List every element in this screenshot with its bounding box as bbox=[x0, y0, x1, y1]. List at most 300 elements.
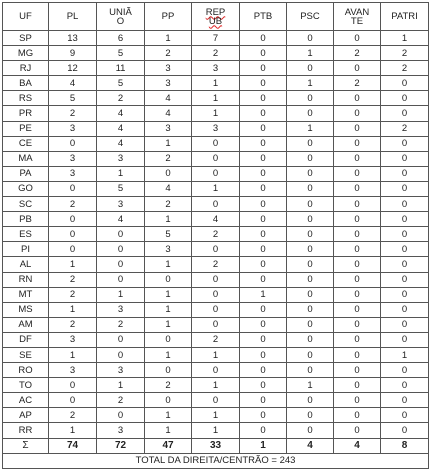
value-cell: 0 bbox=[334, 61, 381, 76]
value-cell: 0 bbox=[381, 212, 429, 227]
value-cell: 1 bbox=[381, 347, 429, 362]
value-cell: 0 bbox=[334, 272, 381, 287]
value-cell: 1 bbox=[145, 287, 192, 302]
value-cell: 0 bbox=[240, 61, 287, 76]
value-cell: 4 bbox=[145, 91, 192, 106]
value-cell: 1 bbox=[145, 317, 192, 332]
table-row bbox=[3, 46, 429, 61]
value-cell: 3 bbox=[97, 363, 145, 378]
state-cell: SE bbox=[3, 347, 49, 362]
value-cell: 0 bbox=[334, 91, 381, 106]
value-cell: 1 bbox=[97, 287, 145, 302]
value-cell: 0 bbox=[240, 257, 287, 272]
state-cell: DF bbox=[3, 332, 49, 347]
value-cell: 0 bbox=[240, 363, 287, 378]
value-cell: 9 bbox=[49, 46, 97, 61]
value-cell: 0 bbox=[240, 242, 287, 257]
value-cell: 2 bbox=[49, 272, 97, 287]
value-cell: 2 bbox=[381, 121, 429, 136]
value-cell: 0 bbox=[287, 91, 334, 106]
value-cell: 0 bbox=[287, 181, 334, 196]
sum-cell: 1 bbox=[240, 438, 287, 453]
header-cell bbox=[240, 3, 287, 31]
value-cell: 1 bbox=[192, 91, 240, 106]
value-cell: 0 bbox=[334, 332, 381, 347]
grand-total-text: TOTAL DA DIREITA/CENTRÃO = 243 bbox=[3, 453, 429, 468]
value-cell: 0 bbox=[334, 197, 381, 212]
table-row bbox=[3, 181, 429, 196]
sum-cell: 74 bbox=[49, 438, 97, 453]
header-label: PP bbox=[161, 11, 175, 22]
value-cell: 1 bbox=[240, 287, 287, 302]
state-cell: RN bbox=[3, 272, 49, 287]
value-cell: 7 bbox=[192, 31, 240, 46]
header-label: PSC bbox=[300, 11, 320, 22]
grand-total-row bbox=[3, 453, 429, 468]
header-label: UF bbox=[19, 11, 32, 22]
value-cell: 0 bbox=[334, 106, 381, 121]
state-cell: TO bbox=[3, 378, 49, 393]
value-cell: 0 bbox=[97, 332, 145, 347]
value-cell: 0 bbox=[240, 197, 287, 212]
value-cell: 0 bbox=[49, 378, 97, 393]
sum-cell: 4 bbox=[334, 438, 381, 453]
sum-cell: 47 bbox=[145, 438, 192, 453]
table-row bbox=[3, 393, 429, 408]
state-cell: AM bbox=[3, 317, 49, 332]
value-cell: 0 bbox=[381, 181, 429, 196]
value-cell: 0 bbox=[240, 121, 287, 136]
value-cell: 3 bbox=[49, 332, 97, 347]
value-cell: 0 bbox=[287, 166, 334, 181]
value-cell: 0 bbox=[334, 378, 381, 393]
value-cell: 5 bbox=[49, 91, 97, 106]
state-cell: PA bbox=[3, 166, 49, 181]
value-cell: 2 bbox=[49, 317, 97, 332]
state-cell: RO bbox=[3, 363, 49, 378]
value-cell: 0 bbox=[381, 136, 429, 151]
value-cell: 0 bbox=[49, 136, 97, 151]
value-cell: 0 bbox=[334, 302, 381, 317]
table-row bbox=[3, 378, 429, 393]
value-cell: 0 bbox=[287, 197, 334, 212]
table-row bbox=[3, 227, 429, 242]
table-row bbox=[3, 197, 429, 212]
table-row bbox=[3, 242, 429, 257]
value-cell: 0 bbox=[334, 181, 381, 196]
value-cell: 5 bbox=[97, 181, 145, 196]
value-cell: 0 bbox=[192, 197, 240, 212]
value-cell: 2 bbox=[381, 61, 429, 76]
value-cell: 0 bbox=[240, 31, 287, 46]
value-cell: 0 bbox=[240, 378, 287, 393]
value-cell: 3 bbox=[97, 423, 145, 438]
value-cell: 1 bbox=[192, 106, 240, 121]
value-cell: 0 bbox=[381, 242, 429, 257]
state-cell: PE bbox=[3, 121, 49, 136]
value-cell: 0 bbox=[287, 227, 334, 242]
value-cell: 0 bbox=[240, 106, 287, 121]
value-cell: 0 bbox=[334, 393, 381, 408]
value-cell: 0 bbox=[334, 257, 381, 272]
value-cell: 0 bbox=[287, 136, 334, 151]
value-cell: 0 bbox=[192, 166, 240, 181]
value-cell: 0 bbox=[192, 242, 240, 257]
value-cell: 0 bbox=[287, 302, 334, 317]
value-cell: 0 bbox=[240, 393, 287, 408]
value-cell: 0 bbox=[287, 272, 334, 287]
value-cell: 2 bbox=[145, 151, 192, 166]
value-cell: 1 bbox=[145, 408, 192, 423]
value-cell: 1 bbox=[97, 378, 145, 393]
value-cell: 1 bbox=[192, 181, 240, 196]
value-cell: 1 bbox=[145, 31, 192, 46]
state-cell: GO bbox=[3, 181, 49, 196]
state-cell: SC bbox=[3, 197, 49, 212]
value-cell: 0 bbox=[381, 166, 429, 181]
value-cell: 11 bbox=[97, 61, 145, 76]
sum-cell: 72 bbox=[97, 438, 145, 453]
value-cell: 3 bbox=[97, 197, 145, 212]
header-cell bbox=[192, 3, 240, 31]
value-cell: 0 bbox=[381, 197, 429, 212]
value-cell: 3 bbox=[49, 363, 97, 378]
table-row bbox=[3, 106, 429, 121]
value-cell: 0 bbox=[287, 151, 334, 166]
value-cell: 0 bbox=[145, 363, 192, 378]
value-cell: 0 bbox=[97, 242, 145, 257]
value-cell: 0 bbox=[49, 212, 97, 227]
value-cell: 0 bbox=[145, 393, 192, 408]
value-cell: 0 bbox=[381, 363, 429, 378]
value-cell: 0 bbox=[192, 302, 240, 317]
state-cell: MS bbox=[3, 302, 49, 317]
header-label: PATRI bbox=[391, 11, 418, 22]
value-cell: 4 bbox=[192, 212, 240, 227]
value-cell: 1 bbox=[49, 347, 97, 362]
value-cell: 2 bbox=[145, 46, 192, 61]
value-cell: 5 bbox=[97, 46, 145, 61]
sum-cell: 4 bbox=[287, 438, 334, 453]
value-cell: 2 bbox=[97, 393, 145, 408]
value-cell: 1 bbox=[145, 302, 192, 317]
value-cell: 0 bbox=[334, 31, 381, 46]
value-cell: 0 bbox=[334, 423, 381, 438]
value-cell: 4 bbox=[97, 106, 145, 121]
value-cell: 12 bbox=[49, 61, 97, 76]
value-cell: 0 bbox=[381, 423, 429, 438]
value-cell: 2 bbox=[49, 408, 97, 423]
state-cell: PB bbox=[3, 212, 49, 227]
value-cell: 0 bbox=[334, 363, 381, 378]
value-cell: 3 bbox=[49, 121, 97, 136]
header-cell bbox=[145, 3, 192, 31]
value-cell: 0 bbox=[287, 363, 334, 378]
value-cell: 6 bbox=[97, 31, 145, 46]
header-label: UNIÃO bbox=[109, 6, 132, 27]
table-row bbox=[3, 91, 429, 106]
value-cell: 0 bbox=[240, 227, 287, 242]
value-cell: 0 bbox=[287, 408, 334, 423]
value-cell: 0 bbox=[287, 61, 334, 76]
value-cell: 0 bbox=[287, 423, 334, 438]
value-cell: 0 bbox=[287, 257, 334, 272]
value-cell: 0 bbox=[334, 242, 381, 257]
value-cell: 2 bbox=[97, 91, 145, 106]
table-row bbox=[3, 76, 429, 91]
value-cell: 2 bbox=[334, 76, 381, 91]
value-cell: 4 bbox=[145, 106, 192, 121]
table-row bbox=[3, 166, 429, 181]
value-cell: 2 bbox=[192, 46, 240, 61]
value-cell: 0 bbox=[334, 317, 381, 332]
value-cell: 4 bbox=[97, 212, 145, 227]
header-cell bbox=[3, 3, 49, 31]
value-cell: 0 bbox=[240, 317, 287, 332]
header-cell bbox=[334, 3, 381, 31]
table-row bbox=[3, 408, 429, 423]
value-cell: 0 bbox=[240, 166, 287, 181]
value-cell: 2 bbox=[145, 197, 192, 212]
table-row bbox=[3, 136, 429, 151]
value-cell: 1 bbox=[145, 136, 192, 151]
header-row bbox=[3, 3, 429, 31]
value-cell: 0 bbox=[334, 166, 381, 181]
value-cell: 0 bbox=[381, 227, 429, 242]
value-cell: 4 bbox=[49, 76, 97, 91]
value-cell: 0 bbox=[381, 317, 429, 332]
value-cell: 3 bbox=[145, 242, 192, 257]
value-cell: 0 bbox=[334, 408, 381, 423]
value-cell: 13 bbox=[49, 31, 97, 46]
state-cell: AC bbox=[3, 393, 49, 408]
table-row bbox=[3, 302, 429, 317]
value-cell: 4 bbox=[97, 136, 145, 151]
value-cell: 0 bbox=[192, 272, 240, 287]
table-row bbox=[3, 31, 429, 46]
value-cell: 0 bbox=[334, 227, 381, 242]
state-cell: RJ bbox=[3, 61, 49, 76]
header-cell bbox=[97, 3, 145, 31]
value-cell: 0 bbox=[240, 408, 287, 423]
value-cell: 4 bbox=[97, 121, 145, 136]
value-cell: 0 bbox=[287, 212, 334, 227]
value-cell: 0 bbox=[240, 181, 287, 196]
value-cell: 0 bbox=[97, 257, 145, 272]
value-cell: 0 bbox=[334, 347, 381, 362]
table-row bbox=[3, 423, 429, 438]
value-cell: 1 bbox=[287, 121, 334, 136]
value-cell: 5 bbox=[97, 76, 145, 91]
state-cell: RR bbox=[3, 423, 49, 438]
value-cell: 3 bbox=[49, 166, 97, 181]
value-cell: 0 bbox=[192, 287, 240, 302]
header-label: AVANTE bbox=[344, 6, 370, 27]
value-cell: 0 bbox=[240, 76, 287, 91]
state-cell: MT bbox=[3, 287, 49, 302]
value-cell: 0 bbox=[381, 332, 429, 347]
state-cell: RS bbox=[3, 91, 49, 106]
value-cell: 0 bbox=[287, 106, 334, 121]
value-cell: 0 bbox=[287, 287, 334, 302]
value-cell: 1 bbox=[287, 378, 334, 393]
table-body bbox=[3, 31, 429, 439]
value-cell: 1 bbox=[49, 423, 97, 438]
value-cell: 0 bbox=[49, 181, 97, 196]
table-row bbox=[3, 61, 429, 76]
value-cell: 3 bbox=[192, 61, 240, 76]
value-cell: 3 bbox=[97, 151, 145, 166]
value-cell: 0 bbox=[287, 347, 334, 362]
value-cell: 1 bbox=[97, 166, 145, 181]
value-cell: 0 bbox=[240, 423, 287, 438]
state-cell: SP bbox=[3, 31, 49, 46]
table-row bbox=[3, 151, 429, 166]
sum-cell: Σ bbox=[3, 438, 49, 453]
value-cell: 0 bbox=[192, 151, 240, 166]
value-cell: 0 bbox=[240, 46, 287, 61]
value-cell: 0 bbox=[192, 136, 240, 151]
value-cell: 0 bbox=[381, 106, 429, 121]
value-cell: 1 bbox=[192, 408, 240, 423]
value-cell: 1 bbox=[287, 46, 334, 61]
value-cell: 0 bbox=[381, 393, 429, 408]
value-cell: 1 bbox=[145, 347, 192, 362]
value-cell: 2 bbox=[192, 257, 240, 272]
value-cell: 0 bbox=[381, 287, 429, 302]
state-cell: MA bbox=[3, 151, 49, 166]
header-label: PL bbox=[66, 11, 79, 22]
value-cell: 3 bbox=[145, 121, 192, 136]
table-row bbox=[3, 121, 429, 136]
value-cell: 2 bbox=[192, 332, 240, 347]
value-cell: 0 bbox=[192, 393, 240, 408]
sum-cell: 33 bbox=[192, 438, 240, 453]
state-cell: ES bbox=[3, 227, 49, 242]
table-row bbox=[3, 332, 429, 347]
value-cell: 0 bbox=[334, 136, 381, 151]
value-cell: 2 bbox=[49, 106, 97, 121]
value-cell: 0 bbox=[240, 136, 287, 151]
sum-row bbox=[3, 438, 429, 453]
state-cell: AP bbox=[3, 408, 49, 423]
value-cell: 1 bbox=[145, 257, 192, 272]
value-cell: 0 bbox=[381, 378, 429, 393]
value-cell: 0 bbox=[381, 272, 429, 287]
value-cell: 2 bbox=[192, 227, 240, 242]
value-cell: 0 bbox=[240, 332, 287, 347]
value-cell: 1 bbox=[192, 423, 240, 438]
value-cell: 1 bbox=[49, 302, 97, 317]
value-cell: 3 bbox=[145, 76, 192, 91]
value-cell: 1 bbox=[145, 212, 192, 227]
value-cell: 2 bbox=[49, 287, 97, 302]
header-cell bbox=[287, 3, 334, 31]
value-cell: 0 bbox=[49, 227, 97, 242]
value-cell: 0 bbox=[49, 393, 97, 408]
value-cell: 3 bbox=[49, 151, 97, 166]
table-row bbox=[3, 317, 429, 332]
value-cell: 0 bbox=[287, 31, 334, 46]
value-cell: 0 bbox=[287, 332, 334, 347]
table-row bbox=[3, 287, 429, 302]
value-cell: 0 bbox=[334, 287, 381, 302]
state-cell: PI bbox=[3, 242, 49, 257]
value-cell: 1 bbox=[49, 257, 97, 272]
value-cell: 2 bbox=[49, 197, 97, 212]
sum-cell: 8 bbox=[381, 438, 429, 453]
value-cell: 0 bbox=[240, 272, 287, 287]
value-cell: 0 bbox=[381, 408, 429, 423]
value-cell: 0 bbox=[145, 166, 192, 181]
value-cell: 0 bbox=[381, 302, 429, 317]
value-cell: 2 bbox=[334, 46, 381, 61]
value-cell: 0 bbox=[240, 212, 287, 227]
table-row bbox=[3, 347, 429, 362]
value-cell: 0 bbox=[192, 363, 240, 378]
value-cell: 2 bbox=[97, 317, 145, 332]
value-cell: 1 bbox=[192, 76, 240, 91]
value-cell: 0 bbox=[240, 151, 287, 166]
value-cell: 0 bbox=[240, 302, 287, 317]
state-cell: PR bbox=[3, 106, 49, 121]
value-cell: 0 bbox=[334, 121, 381, 136]
header-cell bbox=[49, 3, 97, 31]
value-cell: 0 bbox=[49, 242, 97, 257]
value-cell: 0 bbox=[97, 347, 145, 362]
value-cell: 0 bbox=[287, 242, 334, 257]
table-row bbox=[3, 212, 429, 227]
value-cell: 0 bbox=[97, 408, 145, 423]
state-cell: BA bbox=[3, 76, 49, 91]
table-row bbox=[3, 363, 429, 378]
value-cell: 0 bbox=[240, 91, 287, 106]
table-row bbox=[3, 272, 429, 287]
value-cell: 0 bbox=[240, 347, 287, 362]
value-cell: 3 bbox=[145, 61, 192, 76]
value-cell: 3 bbox=[97, 302, 145, 317]
party-seats-table bbox=[2, 2, 429, 469]
value-cell: 0 bbox=[192, 317, 240, 332]
header-label: PTB bbox=[253, 11, 273, 22]
value-cell: 1 bbox=[287, 76, 334, 91]
value-cell: 0 bbox=[287, 393, 334, 408]
state-cell: MG bbox=[3, 46, 49, 61]
table-row bbox=[3, 257, 429, 272]
value-cell: 3 bbox=[192, 121, 240, 136]
value-cell: 0 bbox=[145, 332, 192, 347]
value-cell: 0 bbox=[97, 272, 145, 287]
value-cell: 2 bbox=[381, 46, 429, 61]
value-cell: 2 bbox=[145, 378, 192, 393]
value-cell: 0 bbox=[97, 227, 145, 242]
value-cell: 5 bbox=[145, 227, 192, 242]
value-cell: 1 bbox=[192, 378, 240, 393]
value-cell: 0 bbox=[334, 212, 381, 227]
value-cell: 0 bbox=[381, 257, 429, 272]
header-label: REPUB bbox=[205, 6, 226, 27]
state-cell: AL bbox=[3, 257, 49, 272]
value-cell: 0 bbox=[381, 76, 429, 91]
state-cell: CE bbox=[3, 136, 49, 151]
value-cell: 0 bbox=[145, 272, 192, 287]
value-cell: 0 bbox=[287, 317, 334, 332]
value-cell: 4 bbox=[145, 181, 192, 196]
value-cell: 0 bbox=[381, 151, 429, 166]
value-cell: 1 bbox=[192, 347, 240, 362]
value-cell: 1 bbox=[145, 423, 192, 438]
value-cell: 1 bbox=[381, 31, 429, 46]
